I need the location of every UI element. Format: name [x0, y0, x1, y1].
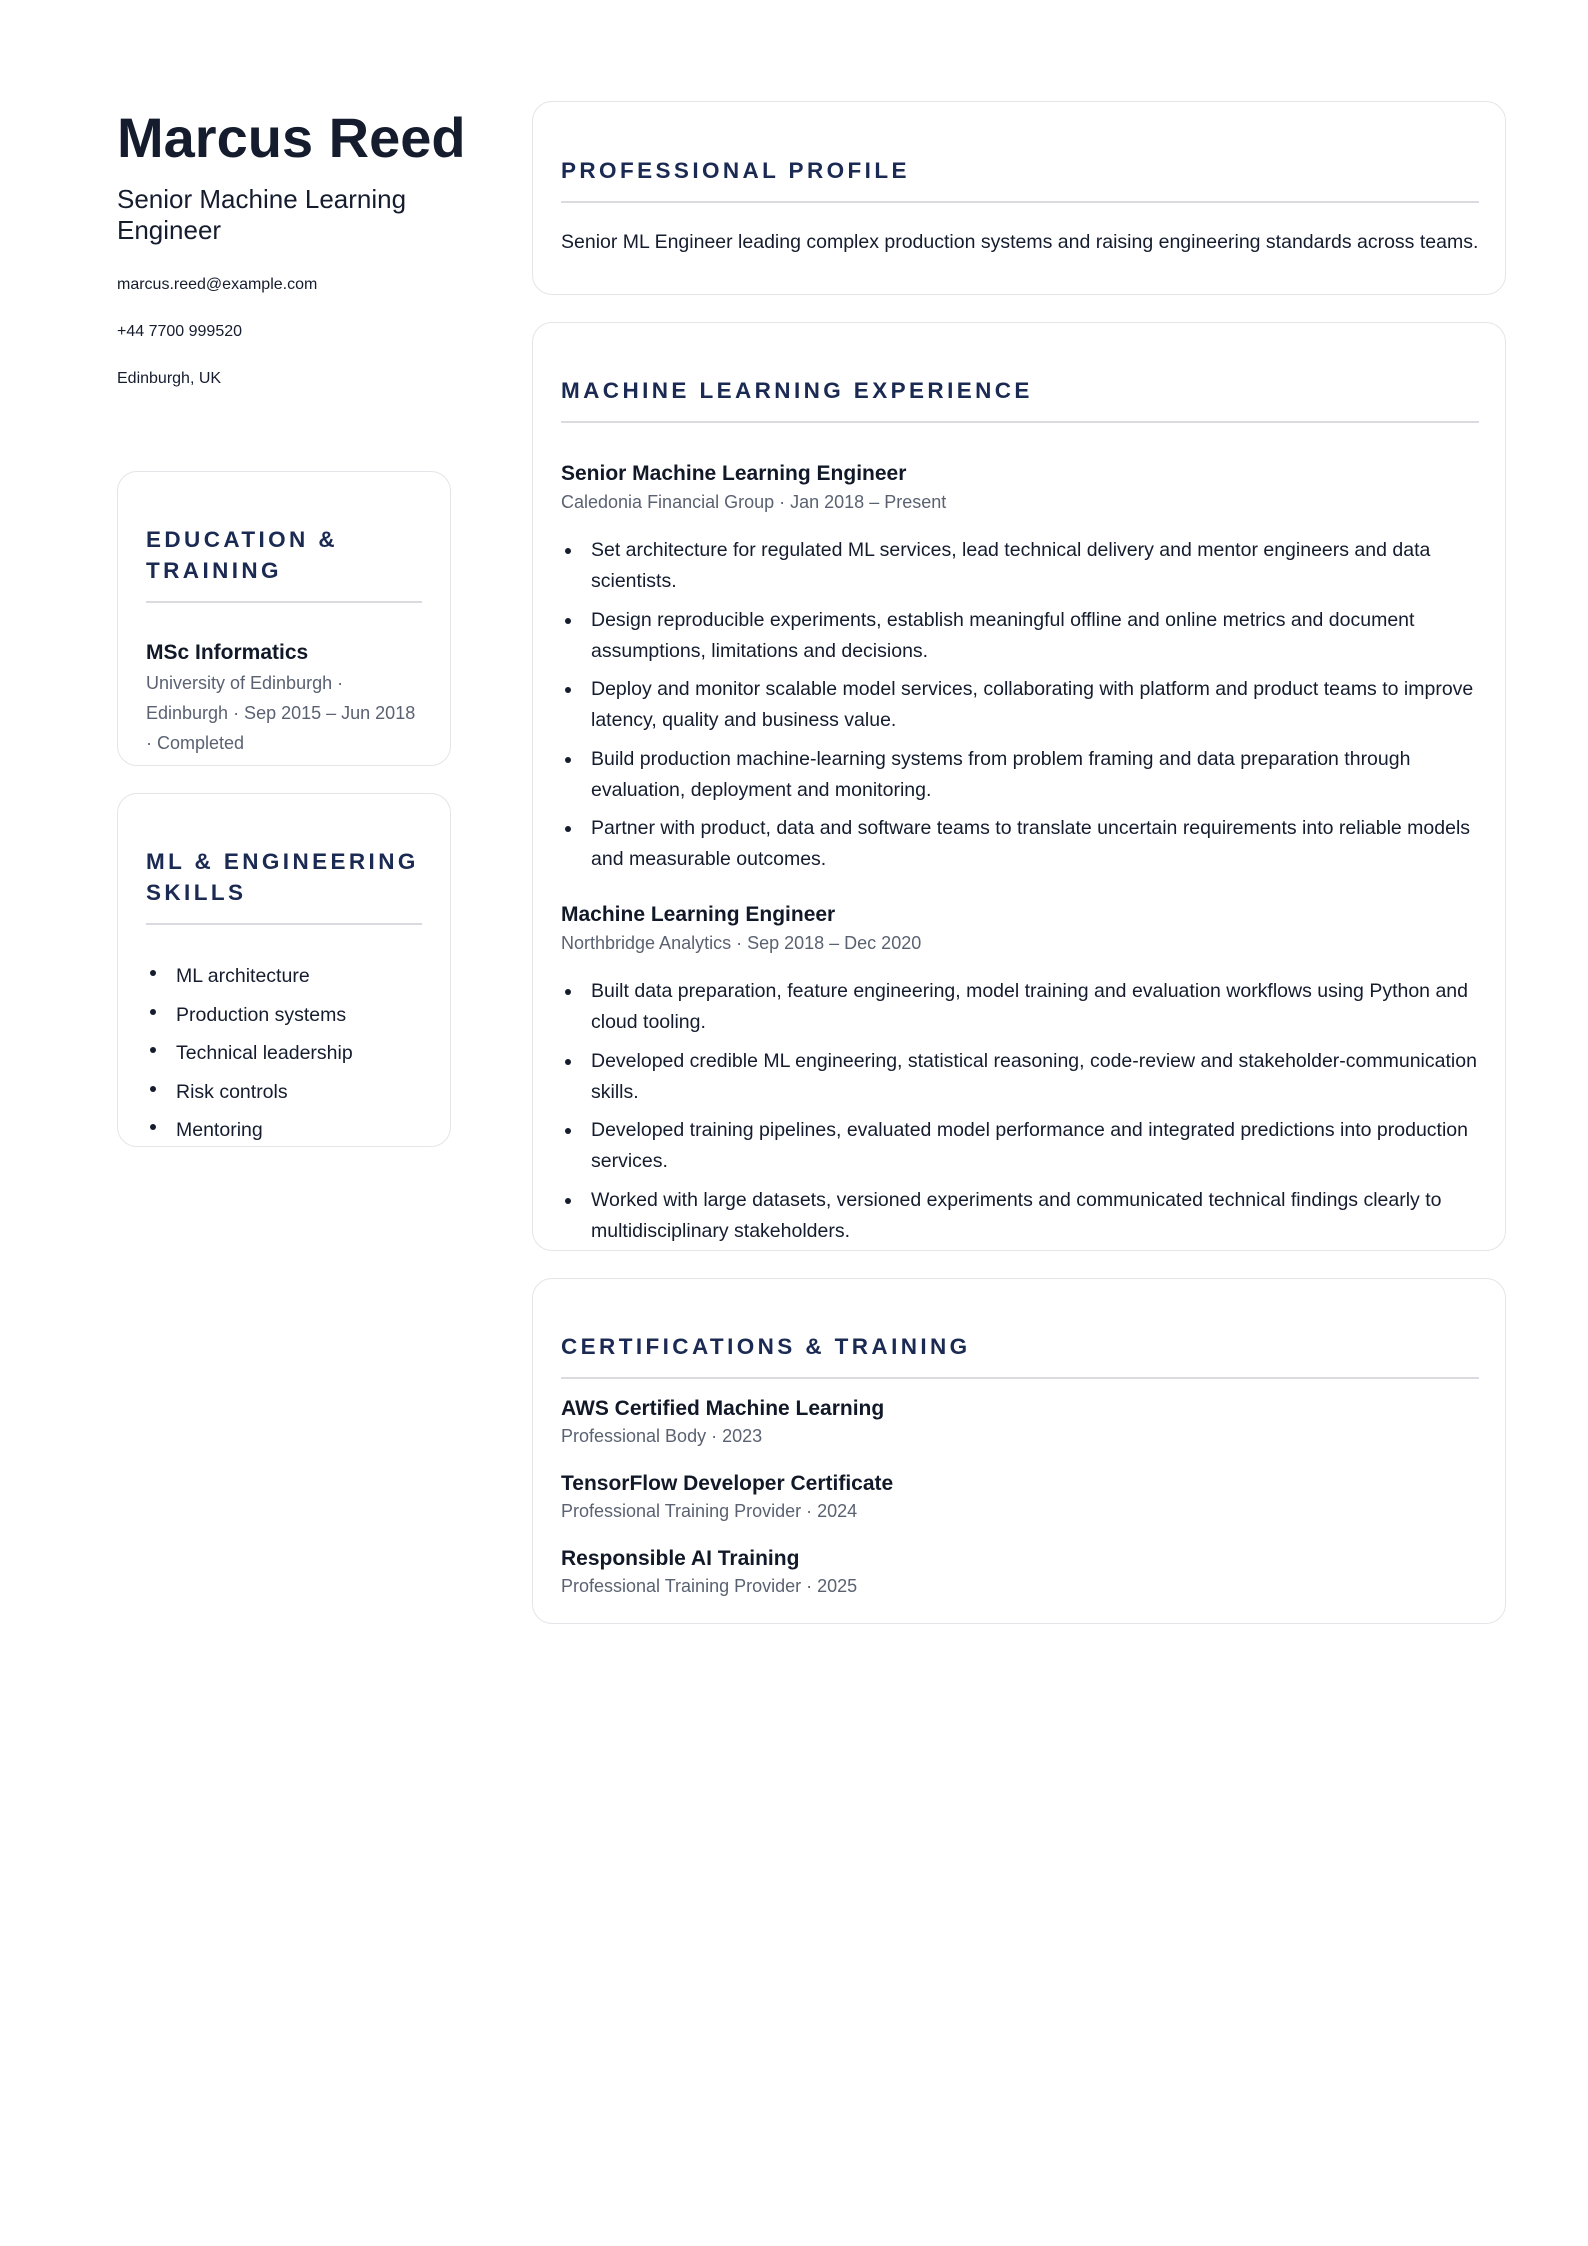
- skills-section-title: [146, 846, 436, 908]
- candidate-name: Marcus Reed: [117, 106, 466, 169]
- section-divider: [561, 201, 1479, 203]
- degree-meta-line2: Edinburgh · Sep 2015 – Jun 2018: [146, 703, 416, 723]
- job-meta: Northbridge Analytics · Sep 2018 – Dec 2020: [561, 933, 922, 953]
- education-section-title: [146, 524, 426, 586]
- skills-card: [117, 793, 451, 1147]
- degree-meta-line3: · Completed: [146, 733, 245, 753]
- job-bullet: Developed credible ML engineering, statistical reasoning, code-review and stakeholder-communication skills.: [561, 1046, 1479, 1108]
- certification-meta: Professional Training Provider · 2024: [561, 1501, 858, 1521]
- skill-item: Production systems: [146, 996, 426, 1035]
- profile-card: [532, 101, 1506, 295]
- job-bullets: [561, 976, 1479, 1247]
- education-title-line2: TRAINING: [146, 558, 282, 583]
- degree-title: MSc Informatics: [146, 641, 309, 664]
- job-bullet: Developed training pipelines, evaluated model performance and integrated predictions into production services.: [561, 1115, 1479, 1177]
- certifications-section-title: CERTIFICATIONS & TRAINING: [561, 1334, 971, 1359]
- certification-meta: Professional Training Provider · 2025: [561, 1576, 858, 1596]
- contact-email: marcus.reed@example.com: [117, 276, 318, 293]
- skills-title-line1: ML & ENGINEERING: [146, 849, 419, 874]
- candidate-role: Senior Machine Learning Engineer: [117, 184, 407, 245]
- section-divider: [561, 421, 1479, 423]
- job-bullet: Design reproducible experiments, establish meaningful offline and online metrics and document assumptions, limitations and decisions.: [561, 605, 1479, 667]
- education-title-line1: EDUCATION &: [146, 527, 338, 552]
- skills-title-line2: SKILLS: [146, 880, 247, 905]
- job-bullet: Deploy and monitor scalable model services, collaborating with platform and product teams to improve latency, quality and business value.: [561, 674, 1479, 736]
- job-bullet: Partner with product, data and software teams to translate uncertain requirements into reliable models and measurable outcomes.: [561, 813, 1479, 875]
- skill-item: Risk controls: [146, 1073, 426, 1112]
- certification-item: [561, 1545, 857, 1601]
- job-title: Senior Machine Learning Engineer: [561, 462, 907, 485]
- experience-section-title: MACHINE LEARNING EXPERIENCE: [561, 378, 1033, 403]
- certification-meta: Professional Body · 2023: [561, 1426, 763, 1446]
- degree-meta-line1: University of Edinburgh ·: [146, 673, 344, 693]
- section-divider: [561, 1377, 1479, 1379]
- skill-item: Technical leadership: [146, 1034, 426, 1073]
- certification-name: Responsible AI Training: [561, 1547, 800, 1570]
- job-meta: Caledonia Financial Group · Jan 2018 – Present: [561, 492, 947, 512]
- section-divider: [146, 601, 422, 603]
- skills-list: [146, 957, 426, 1147]
- contact-location: Edinburgh, UK: [117, 370, 222, 387]
- job-bullets: [561, 535, 1479, 875]
- job-bullet: Set architecture for regulated ML services, lead technical delivery and mentor engineers and data scientists.: [561, 535, 1479, 597]
- job-entry: [561, 901, 1479, 1247]
- degree-meta: [146, 668, 436, 758]
- profile-section-title: PROFESSIONAL PROFILE: [561, 158, 910, 183]
- certification-name: TensorFlow Developer Certificate: [561, 1472, 894, 1495]
- certifications-card: [532, 1278, 1506, 1624]
- job-bullet: Built data preparation, feature engineering, model training and evaluation workflows using Python and cloud tooling.: [561, 976, 1479, 1038]
- experience-card: [532, 322, 1506, 1251]
- education-card: [117, 471, 451, 766]
- contact-phone: +44 7700 999520: [117, 323, 243, 340]
- skill-item: Mentoring: [146, 1111, 426, 1147]
- job-bullet: Worked with large datasets, versioned experiments and communicated technical findings clearly to multidisciplinary stakeholders.: [561, 1185, 1479, 1247]
- job-title: Machine Learning Engineer: [561, 903, 836, 926]
- certification-name: AWS Certified Machine Learning: [561, 1397, 885, 1420]
- skill-item: ML architecture: [146, 957, 426, 996]
- job-bullet: Build production machine-learning systems from problem framing and data preparation through evaluation, deployment and monitoring.: [561, 744, 1479, 806]
- certification-item: [561, 1395, 884, 1451]
- profile-summary: Senior ML Engineer leading complex production systems and raising engineering standards across teams.: [561, 231, 1479, 253]
- certification-item: [561, 1470, 893, 1526]
- section-divider: [146, 923, 422, 925]
- job-entry: [561, 460, 1479, 875]
